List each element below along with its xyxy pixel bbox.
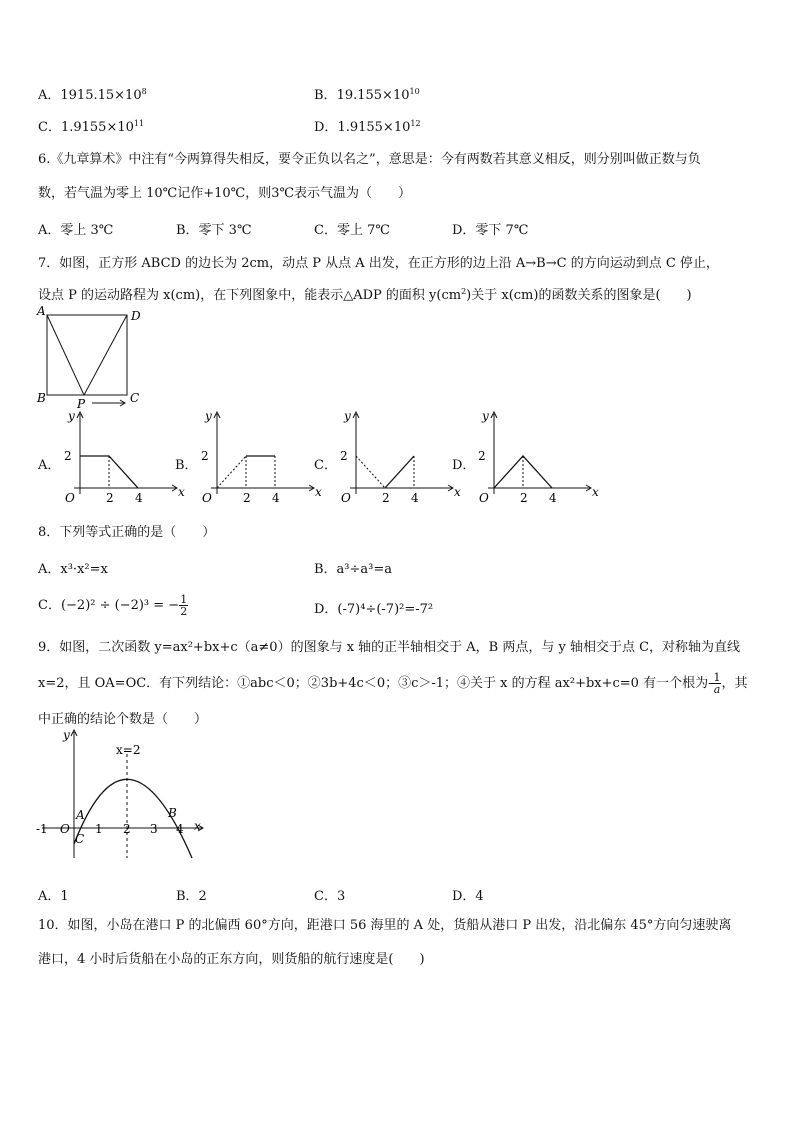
q9-stem-line1: 9．如图，二次函数 y=ax²+bx+c（a≠0）的图象与 x 轴的正半轴相交于 A，B 两点，与 y 轴相交于点 C，对称轴为直线 [38, 640, 741, 655]
x-label: x [178, 485, 185, 499]
q6-option-d: D．零下 7℃ [452, 223, 529, 238]
square-abcd [47, 315, 127, 395]
tick-3: 3 [150, 822, 158, 836]
q9-option-c: C．3 [314, 889, 346, 904]
q9-stem-line2: x=2，且 OA=OC．有下列结论：①abc＜0；②3b+4c＜0；③c＞-1；④关于 x 的方程 ax²+bx+c=0 有一个根为- $\frac{1}{a}$ ，其 [38, 671, 748, 696]
dashed-guide [356, 456, 385, 488]
dashed-guide [217, 456, 246, 488]
fraction-half: $\frac{1}{2}$ [180, 593, 188, 618]
q8-stem: 8．下列等式正确的是（ ） [38, 525, 216, 540]
q6-stem-line1: 6.《九章算术》中注有“今两算得失相反，要令正负以名之”，意思是：今有两数若其意义相反，则分别叫做正数与负 [38, 152, 701, 167]
q7-graph-label: C． [314, 458, 337, 473]
q5-option-c: C．$1.9155\times 10^{11}$ [38, 119, 145, 135]
q9-option-a: A．1 [38, 889, 69, 904]
y-label: y [68, 409, 75, 423]
point-b-label: B [168, 806, 177, 820]
q6-option-b: B．零下 3℃ [176, 223, 252, 238]
y-label: y [482, 409, 489, 423]
tick-2: 2 [123, 822, 131, 836]
q7-graph-label: B． [175, 458, 198, 473]
function-graph-line [385, 456, 414, 488]
q8-option-c: C．(−2)² ÷ (−2)³ = − $\frac{1}{2}$ [38, 593, 188, 618]
origin-label: O [479, 491, 489, 505]
fraction-one-over-a: $\frac{1}{a}$ [713, 671, 721, 696]
q7-graph-svg [472, 408, 602, 508]
q5-option-b: B．$19.155\times 10^{10}$ [314, 87, 420, 103]
y-label: y [63, 728, 70, 742]
x-tick-4: 4 [411, 491, 419, 505]
origin-label: O [65, 491, 75, 505]
q6-option-c: C．零上 7℃ [314, 223, 390, 238]
q6-stem-line2: 数，若气温为零上 10℃记作+10℃，则3℃表示气温为（ ） [38, 186, 412, 201]
origin-label: O [202, 491, 212, 505]
y-tick-2: 2 [478, 449, 486, 463]
label-c: C [130, 391, 140, 405]
q7-graph-svg [334, 408, 464, 508]
q7-square-figure [34, 305, 154, 411]
y-tick-2: 2 [201, 449, 209, 463]
x-tick-4: 4 [135, 491, 143, 505]
q9-stem-line3: 中正确的结论个数是（ ） [38, 712, 208, 727]
label-p: P [77, 397, 86, 411]
q8-option-a: A．x³·x²=x [38, 562, 108, 577]
q7-graph-svg [58, 408, 188, 508]
x-tick-2: 2 [243, 491, 251, 505]
q10-stem-line1: 10．如图，小岛在港口 P 的北偏西 60°方向，距港口 56 海里的 A 处，货船从港口 P 出发，沿北偏东 45°方向匀速驶离 [38, 918, 732, 933]
y-tick-2: 2 [340, 449, 348, 463]
q7-stem-line2: 设点 P 的运动路程为 x(cm)，在下列图象中，能表示△ADP 的面积 $y(cm^2)$关于 x(cm)的函数关系的图象是( ) [38, 287, 692, 303]
x-tick-2: 2 [520, 491, 528, 505]
tick-1: 1 [95, 822, 103, 836]
q5-option-d: D．$1.9155\times 10^{12}$ [314, 119, 421, 135]
y-label: y [344, 409, 351, 423]
q7-graph-label: A． [38, 458, 61, 473]
q8-option-d: D．(-7)⁴÷(-7)²=-7² [314, 602, 434, 617]
q9-option-d: D．4 [452, 889, 484, 904]
point-a-label: A [76, 808, 85, 822]
q7-graph-label: D． [452, 458, 476, 473]
q5-option-a: A．$1915.15\times 10^8$ [38, 87, 147, 103]
q6-option-a: A．零上 3℃ [38, 223, 114, 238]
x-tick-4: 4 [272, 491, 280, 505]
segment-dp [84, 315, 127, 395]
q8-option-b: B．a³÷a³=a [314, 562, 393, 577]
symmetry-label: x=2 [116, 743, 141, 757]
origin-label: O [341, 491, 351, 505]
y-tick-2: 2 [64, 449, 72, 463]
tick-4: 4 [176, 822, 184, 836]
x-tick-2: 2 [106, 491, 114, 505]
q7-graph-svg [195, 408, 325, 508]
x-label: x [592, 485, 599, 499]
x-label: x [194, 819, 201, 833]
label-d: D [131, 309, 141, 323]
x-label: x [454, 485, 461, 499]
q7-stem-line1: 7．如图，正方形 ABCD 的边长为 2cm，动点 P 从点 A 出发，在正方形的边上沿 A→B→C 的方向运动到点 C 停止， [38, 256, 719, 271]
x-tick-2: 2 [382, 491, 390, 505]
q10-stem-line2: 港口，4 小时后货船在小岛的正东方向，则货船的航行速度是( ) [38, 952, 425, 967]
y-label: y [205, 409, 212, 423]
point-c-label: C [75, 832, 85, 846]
q9-option-b: B．2 [176, 889, 207, 904]
x-tick-4: 4 [549, 491, 557, 505]
x-label: x [315, 485, 322, 499]
label-b: B [37, 391, 46, 405]
q9-parabola-graph [34, 726, 214, 862]
label-a: A [37, 305, 46, 318]
origin-label: O [60, 822, 70, 836]
segment-ap [47, 315, 84, 395]
tick-neg1: -1 [36, 822, 48, 836]
